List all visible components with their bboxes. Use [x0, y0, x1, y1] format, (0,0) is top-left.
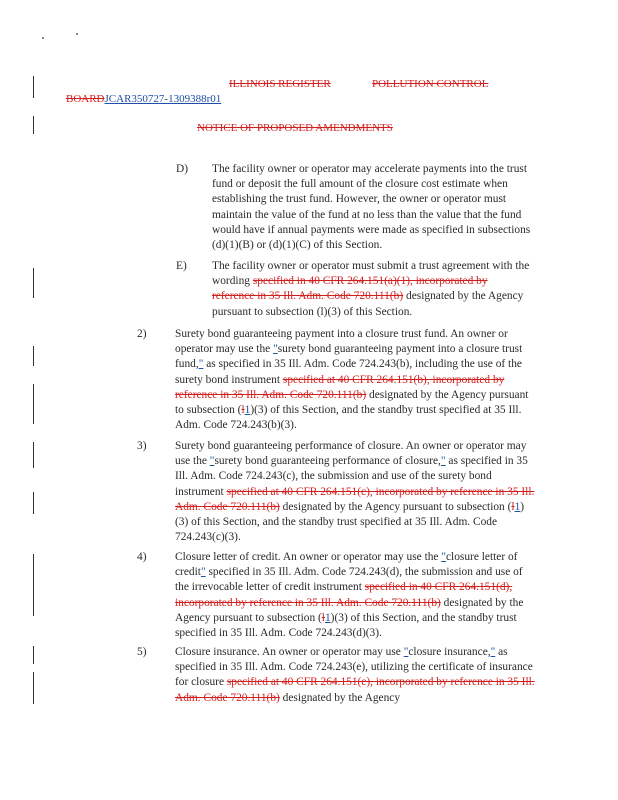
- change-bar: [33, 116, 34, 134]
- header-notice: NOTICE OF PROPOSED AMENDMENTS: [197, 122, 393, 134]
- scan-speck: [42, 37, 44, 39]
- change-bar: [33, 76, 34, 98]
- scan-speck: [76, 33, 78, 35]
- inserted-text: ": [440, 455, 446, 468]
- header-board-line: [66, 92, 221, 107]
- item-label-4: 4): [137, 551, 147, 563]
- item-d-text: The facility owner or operator may accelerate payments into the trust fund or deposit the full amount of the closure cost estimate when establishing the trust fund. However, the owner or operator must maintain the value of the fund at no less than the value that the fund would have if annual payments were made as specified in subsections (d)(1)(B) or (d)(1)(C) of this Section.: [212, 163, 531, 252]
- inserted-text: 1: [324, 611, 331, 624]
- inserted-text: ": [273, 343, 278, 356]
- change-bar: [33, 346, 34, 366]
- item-label-3: 3): [137, 440, 147, 452]
- inserted-text: ": [490, 646, 496, 658]
- header-board: BOARD: [66, 93, 105, 105]
- item-2-text: Surety bond guaranteeing payment into a closure trust fund. An owner or operator may use the "surety bond guaranteeing payment into a closure trust fund," as specified in 35 Ill. Adm. Code 724.243(b), including the use of the surety bond instrument specified at 40 CFR 264.151(b), incorporated by reference in 35 Ill. Adm. Code 720.111(b) designated by the Agency pursuant to subsection (l1)(3) of this Section, and the standby trust specified at 35 Ill. Adm. Code 724.243(b)(3).: [175, 328, 529, 432]
- item-3-text: Surety bond guaranteeing performance of closure. An owner or operator may use the "surety bond guaranteeing performance of closure," as specified in 35 Ill. Adm. Code 724.243(c), the submission and use of the surety bond instrument specified at 40 CFR 264.151(c), incorporated by reference in 35 Ill. Adm. Code 720.111(b) designated by the Agency pursuant to subsection (l1)(3) of this Section, and the standby trust specified at 35 Ill. Adm. Code 724.243(c)(3).: [175, 440, 535, 544]
- item-label-2: 2): [137, 328, 147, 340]
- deleted-text: specified at 40 CFR 264.151(b), incorporated by reference in 35 Ill. Adm. Code 720.111(b): [175, 373, 505, 401]
- item-label-e: E): [176, 260, 187, 272]
- inserted-text: ": [403, 646, 409, 658]
- inserted-text: ": [200, 566, 206, 579]
- item-e-text: The facility owner or operator must submit a trust agreement with the wording specified in 40 CFR 264.151(a)(1), incorporated by reference in 35 Ill. Adm. Code 720.111(b) designated by the Agency pursuant to subsection (l)(3) of this Section.: [212, 260, 530, 318]
- item-4-text: Closure letter of credit. An owner or operator may use the "closure letter of credit" specified in 35 Ill. Adm. Code 724.243(d), the submission and use of the irrevocable letter of credit instrument specified in 40 CFR 264.151(d), incorporated by reference in 35 Ill. Adm. Code 720.111(b) designated by the Agency pursuant to subsection (l1)(3) of this Section, and the standby trust specified in 35 Ill. Adm. Code 724.243(d)(3).: [175, 551, 524, 640]
- change-bar: [33, 492, 34, 514]
- inserted-text: ": [198, 358, 204, 371]
- change-bar: [33, 268, 34, 298]
- deleted-text: l: [241, 404, 245, 417]
- deleted-text: specified in 40 CFR 264.151(d), incorporated by reference in 35 Ill. Adm. Code 720.111(b): [175, 581, 513, 609]
- change-bar: [33, 442, 34, 468]
- inserted-text: 1: [244, 404, 251, 417]
- deleted-text: specified at 40 CFR 264.151(e), incorporated by reference in 35 Ill. Adm. Code 720.111(b): [175, 676, 535, 704]
- change-bar: [33, 384, 34, 424]
- inserted-text: 1: [514, 500, 521, 513]
- item-5-text: Closure insurance. An owner or operator may use "closure insurance," as specified in 35 Ill. Adm. Code 724.243(e), utilizing the certificate of insurance for closure specified at 40 CFR 264.151(e), incorporated by reference in 35 Ill. Adm. Code 720.111(b) designated by the Agency: [175, 646, 535, 704]
- item-label-d: D): [176, 163, 189, 175]
- change-bar: [33, 672, 34, 704]
- deleted-text: l: [321, 611, 325, 624]
- inserted-text: ": [209, 455, 215, 468]
- header-agency: POLLUTION CONTROL: [372, 78, 489, 90]
- change-bar: [33, 646, 34, 664]
- change-bar: [33, 554, 34, 616]
- inserted-text: ": [441, 551, 446, 563]
- deleted-text: l: [511, 500, 515, 513]
- deleted-text: specified in 40 CFR 264.151(a)(1), incorporated by reference in 35 Ill. Adm. Code 720.111(b): [212, 275, 488, 303]
- header-doc-id: JCAR350727-1309388r01: [104, 93, 222, 105]
- item-label-5: 5): [137, 646, 147, 658]
- header-register: ILLINOIS REGISTER: [229, 78, 331, 90]
- deleted-text: specified at 40 CFR 264.151(c), incorporated by reference in 35 Ill. Adm. Code 720.111(b): [175, 485, 535, 513]
